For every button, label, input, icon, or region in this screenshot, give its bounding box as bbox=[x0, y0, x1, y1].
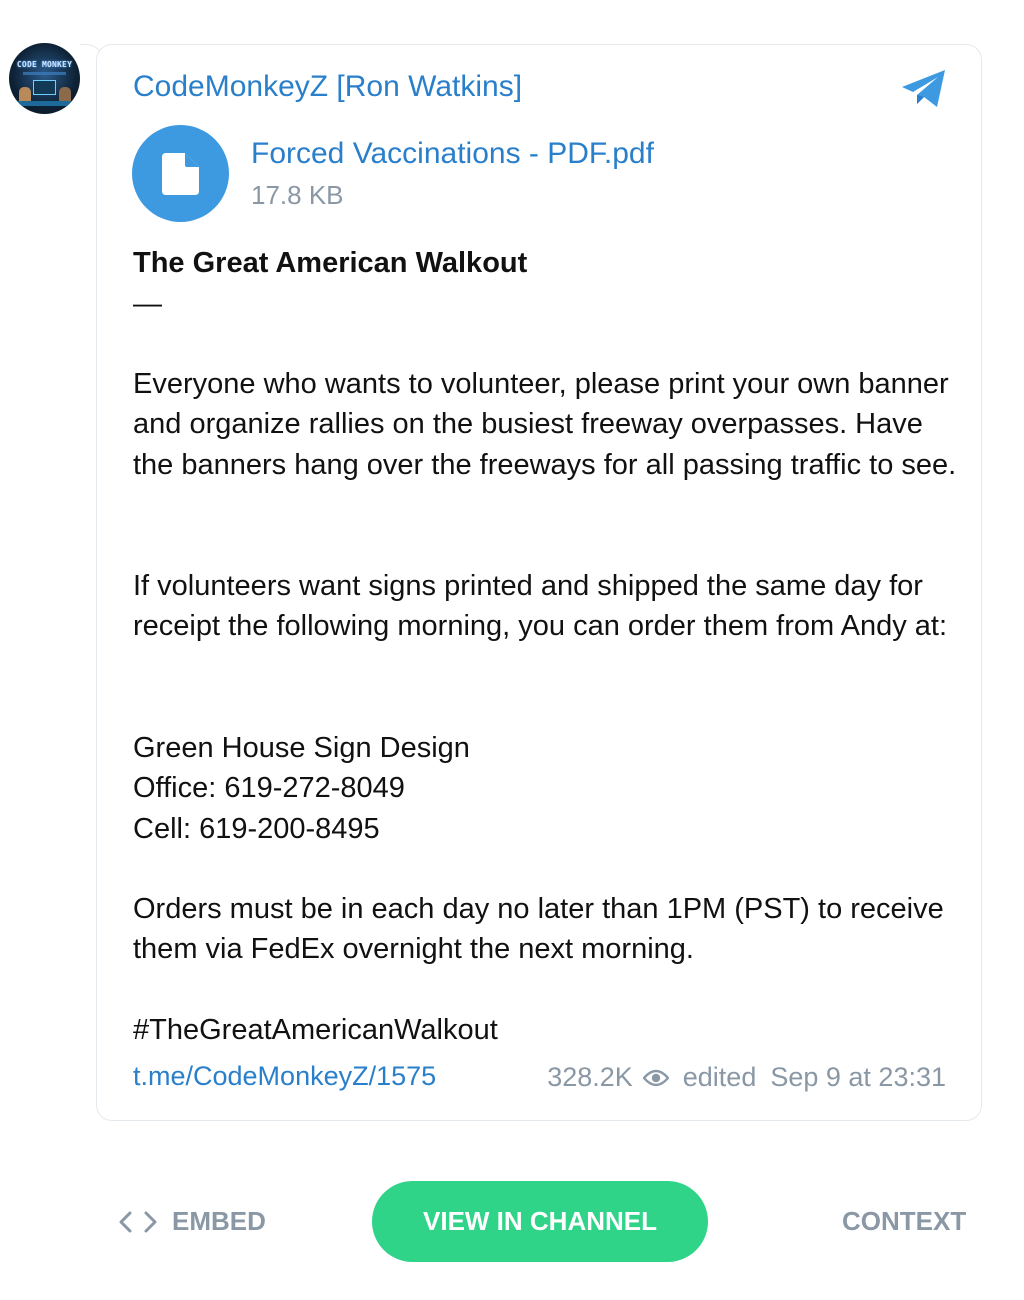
message-paragraph-1: Everyone who wants to volunteer, please print your own banner and organize rallies on the busiest freeway overpasses. Have the banners hang over the freeways for all passing traffic to see. bbox=[133, 368, 957, 481]
view-in-channel-button[interactable] bbox=[372, 1181, 708, 1262]
message-paragraph-2: If volunteers want signs printed and shipped the same day for receipt the following morning, you can order them from Andy at: bbox=[133, 570, 948, 643]
post-date[interactable]: Sep 9 at 23:31 bbox=[770, 1062, 946, 1092]
embed-button[interactable] bbox=[118, 1206, 266, 1237]
channel-avatar[interactable] bbox=[9, 43, 80, 114]
message-divider-dash: — bbox=[133, 288, 162, 320]
hashtag: #TheGreatAmericanWalkout bbox=[133, 1014, 498, 1046]
contact-cell-phone: Cell: 619-200-8495 bbox=[133, 812, 380, 845]
code-brackets-icon bbox=[118, 1210, 158, 1234]
file-download-button[interactable] bbox=[132, 125, 229, 222]
file-name-link[interactable]: Forced Vaccinations - PDF.pdf bbox=[251, 137, 654, 170]
eye-icon bbox=[643, 1069, 669, 1087]
message-title: The Great American Walkout bbox=[133, 247, 528, 279]
post-meta bbox=[547, 1061, 946, 1094]
contact-block bbox=[133, 728, 963, 849]
avatar-desk bbox=[17, 101, 72, 106]
document-icon bbox=[162, 153, 199, 195]
post-link[interactable]: t.me/CodeMonkeyZ/1575 bbox=[133, 1061, 437, 1091]
contact-office-phone: Office: 619-272-8049 bbox=[133, 772, 405, 805]
view-in-channel-label: VIEW IN CHANNEL bbox=[423, 1206, 657, 1236]
file-size: 17.8 KB bbox=[251, 180, 344, 210]
context-button[interactable]: CONTEXT bbox=[842, 1206, 967, 1236]
telegram-icon[interactable] bbox=[900, 68, 948, 110]
avatar-screen bbox=[33, 80, 56, 95]
contact-company: Green House Sign Design bbox=[133, 732, 470, 764]
edited-label: edited bbox=[682, 1062, 757, 1092]
author-name[interactable]: CodeMonkeyZ [Ron Watkins] bbox=[133, 70, 523, 103]
avatar-text: CODE MONKEY bbox=[16, 60, 73, 69]
avatar-decoration bbox=[23, 72, 66, 75]
view-count bbox=[547, 1062, 669, 1093]
message-paragraph-4: Orders must be in each day no later than 1PM (PST) to receive them via FedEx overnight the next morning. bbox=[133, 893, 944, 966]
view-count-value: 328.2K bbox=[547, 1062, 633, 1092]
embed-label: EMBED bbox=[172, 1206, 266, 1236]
